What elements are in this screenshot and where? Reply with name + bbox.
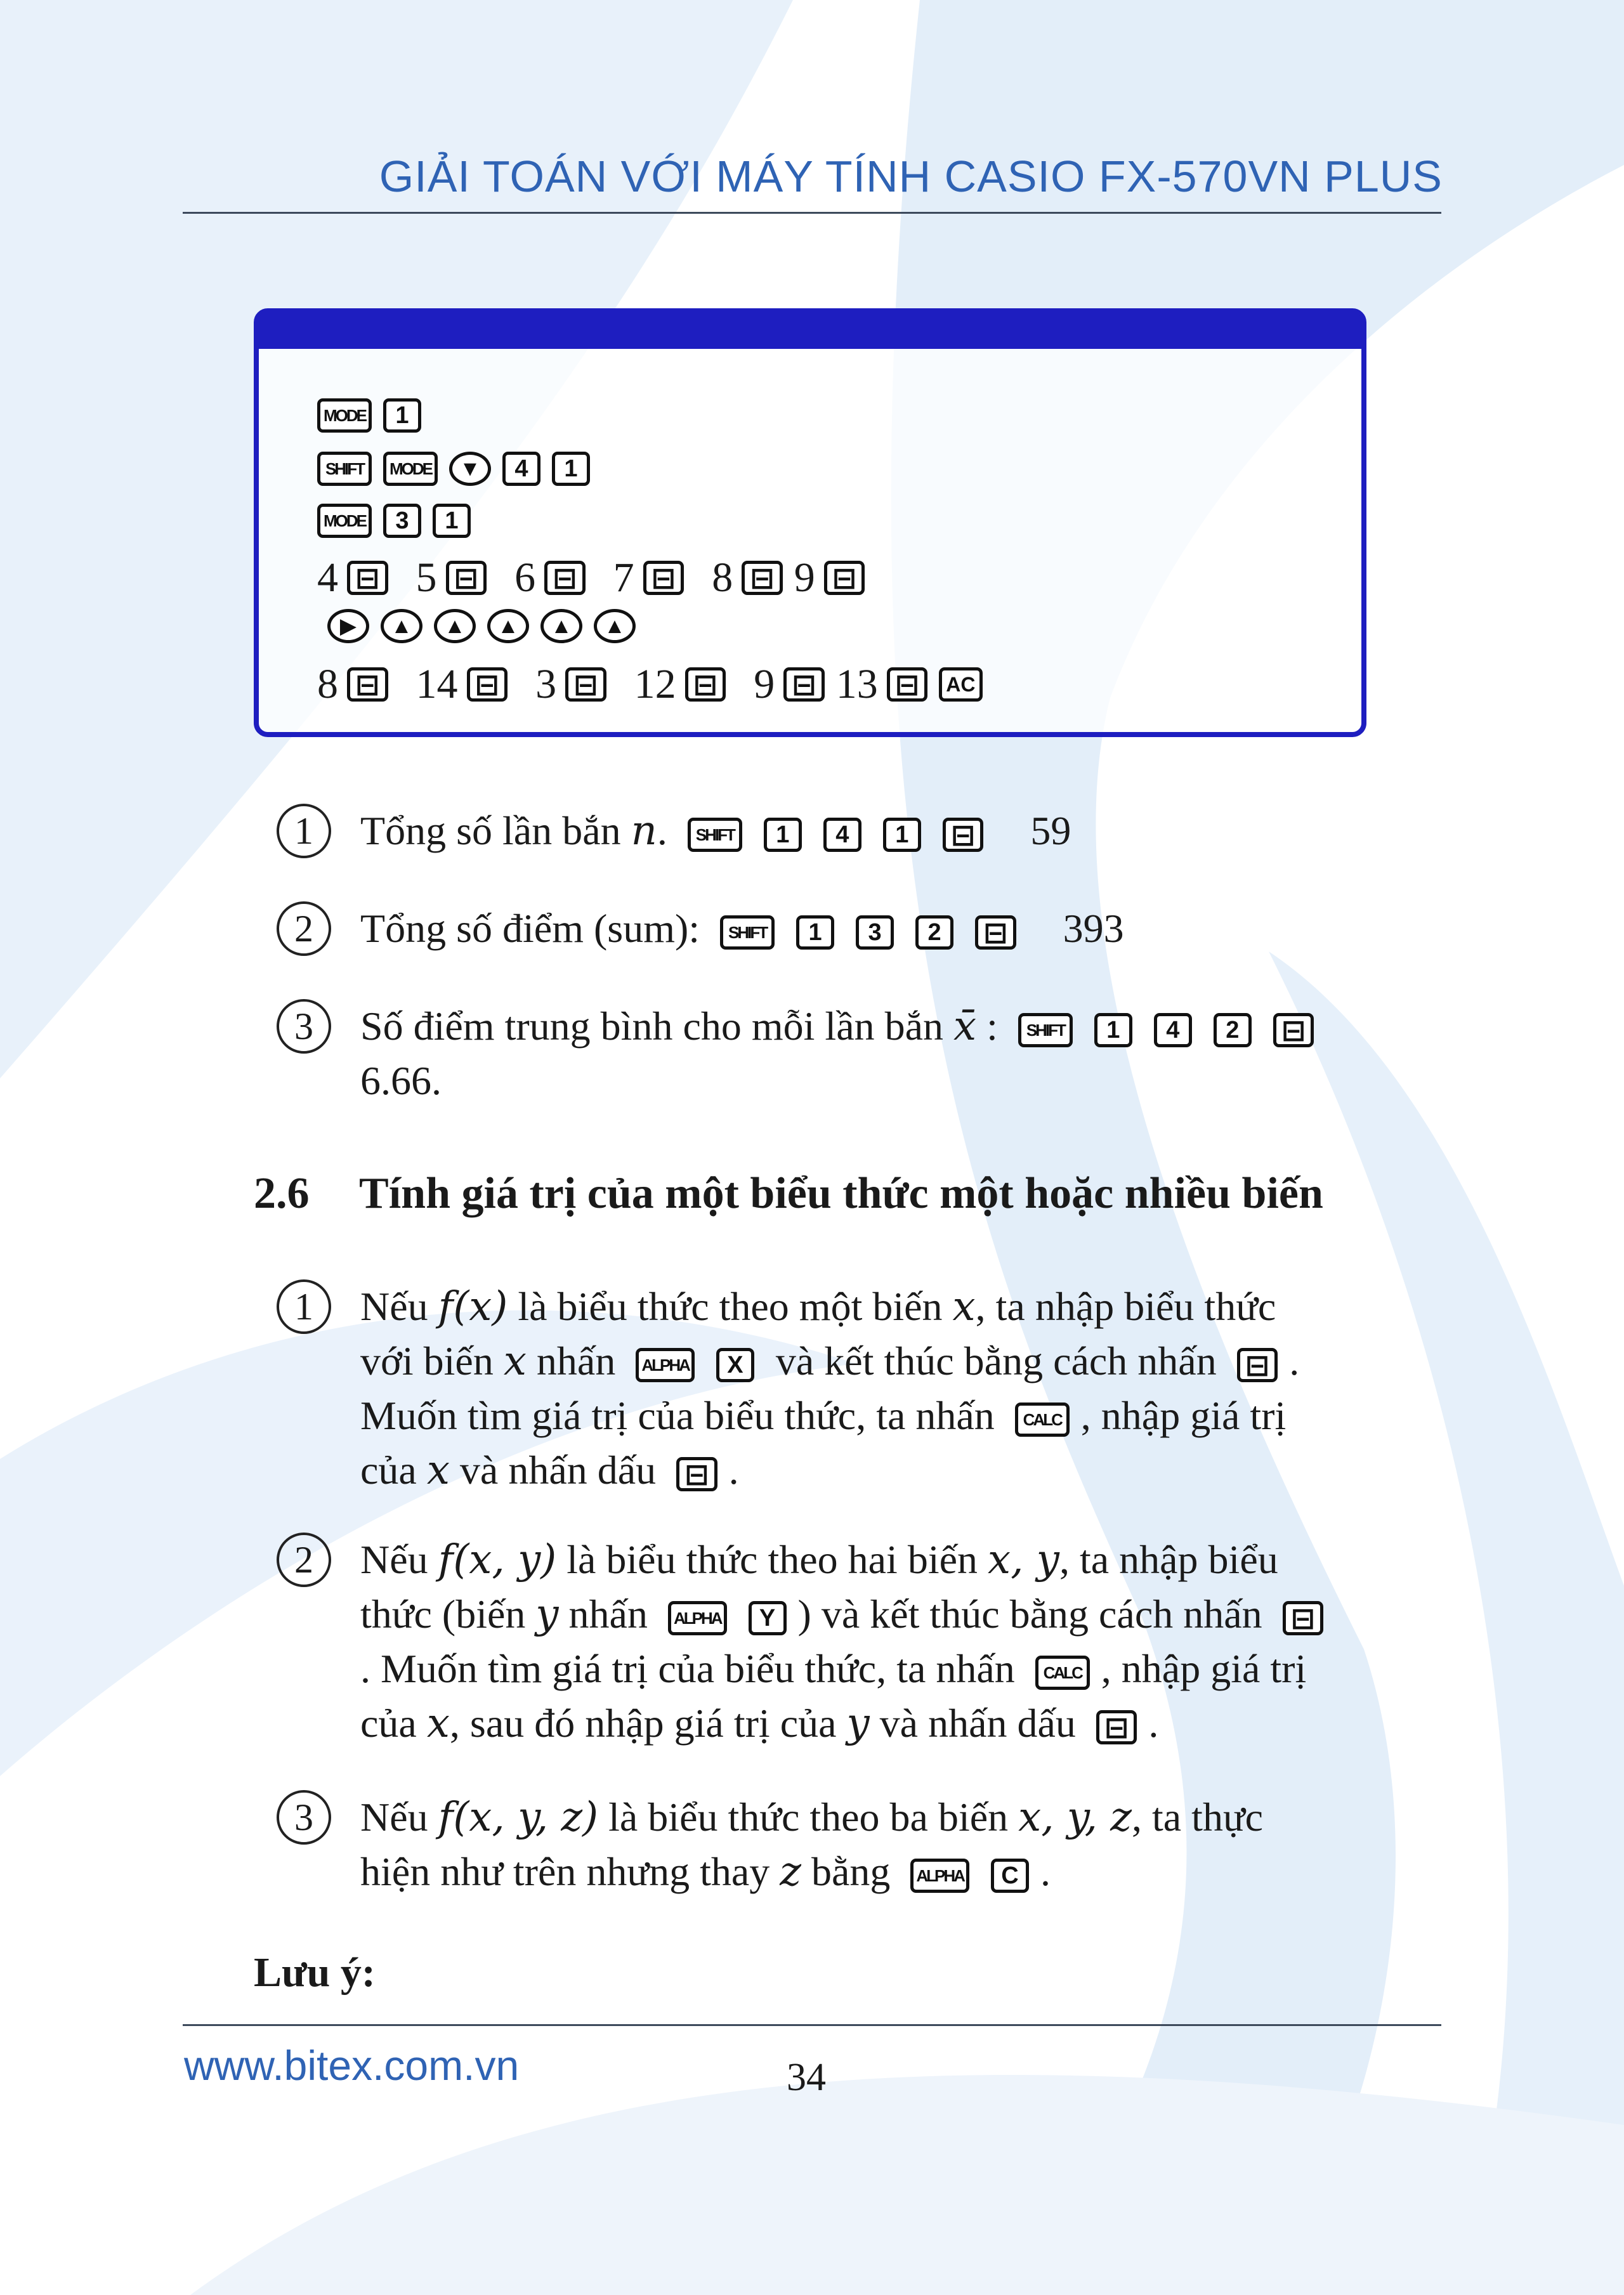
section-number: 2.6 [254, 1169, 310, 1218]
digit-key: 2 [1214, 1013, 1252, 1047]
math-var: z [780, 1848, 801, 1895]
math-var: x [503, 1338, 527, 1385]
text-run: thức (biến [360, 1592, 526, 1637]
page-number: 34 [787, 2056, 826, 2099]
calc-key: CALC [1015, 1403, 1070, 1437]
text-run: là biểu thức theo hai biến [566, 1537, 978, 1582]
up-arrow-key: ▲ [540, 609, 582, 643]
mode-key: MODE [383, 452, 438, 486]
right-arrow-key: ▶ [327, 609, 369, 643]
result-value: 6.66. [360, 1058, 442, 1103]
c-key: C [991, 1859, 1029, 1893]
text-run: Nếu [360, 1537, 428, 1582]
equals-key: ⊟ [783, 667, 825, 702]
up-arrow-key: ▲ [594, 609, 636, 643]
equals-key: ⊟ [887, 667, 928, 702]
header-title: GIẢI TOÁN VỚI MÁY TÍNH CASIO FX-570VN PLUS [379, 152, 1443, 201]
digit-key: 1 [383, 398, 421, 433]
equals-key: ⊟ [824, 561, 865, 595]
equals-key: ⊟ [975, 915, 1016, 950]
section-heading [254, 1168, 1323, 1219]
item-number-circle: 3 [277, 1790, 331, 1845]
result-label: Số điểm trung bình cho mỗi lần bắn [360, 1004, 943, 1049]
alpha-key: ALPHA [636, 1348, 695, 1382]
data-value: 5 [416, 554, 437, 601]
shift-key: SHIFT [317, 452, 372, 486]
key-line-3 [317, 504, 482, 538]
result-value: 393 [1063, 906, 1124, 951]
data-value: 9 [754, 661, 775, 707]
shift-key: SHIFT [720, 915, 775, 950]
x-key: X [716, 1348, 754, 1382]
mode-key: MODE [317, 504, 372, 538]
equals-key: ⊟ [1237, 1348, 1278, 1382]
item-number-circle: 2 [277, 1533, 331, 1587]
down-arrow-key: ▼ [449, 452, 491, 486]
section-title: Tính giá trị của một biểu thức một hoặc nhiều biến [359, 1169, 1323, 1218]
key-line-2 [317, 452, 601, 486]
up-arrow-key: ▲ [434, 609, 476, 643]
calc-key: CALC [1035, 1656, 1090, 1690]
equals-key: ⊟ [347, 667, 388, 702]
math-var: x [426, 1700, 450, 1747]
math-var: x [952, 1283, 976, 1330]
equals-key: ⊟ [1283, 1601, 1324, 1635]
text-run: hiện như trên nhưng thay [360, 1849, 770, 1894]
data-value: 6 [514, 554, 536, 601]
data-value: 7 [613, 554, 634, 601]
text-run: , nhập giá trị [1080, 1393, 1287, 1438]
equals-key: ⊟ [467, 667, 508, 702]
mode-key: MODE [317, 398, 372, 433]
key-line-4 [317, 554, 876, 601]
text-run: và kết thúc bằng cách nhấn [775, 1338, 1217, 1383]
data-value: 4 [317, 554, 338, 601]
header-rule [183, 212, 1441, 214]
equals-key: ⊟ [676, 1457, 717, 1491]
equals-key: ⊟ [347, 561, 388, 595]
equals-key: ⊟ [446, 561, 487, 595]
text-run: và nhấn dấu [459, 1448, 657, 1493]
math-expr: f(x, y) [438, 1536, 557, 1583]
data-value: 13 [835, 661, 878, 707]
text-run: , ta nhập biểu [1059, 1537, 1278, 1582]
math-var: x, y, z [1018, 1794, 1132, 1841]
math-var: n [631, 808, 657, 854]
math-expr: f(x, y, z) [438, 1794, 599, 1841]
digit-key: 4 [823, 818, 861, 852]
math-var: x, y [988, 1536, 1059, 1583]
key-line-6 [317, 661, 994, 707]
math-var: y [846, 1700, 870, 1747]
key-line-5 [327, 609, 647, 643]
data-value: 8 [317, 661, 338, 707]
text-run: nhấn [568, 1592, 648, 1637]
item-number-circle: 1 [277, 804, 331, 858]
shift-key: SHIFT [1018, 1013, 1073, 1047]
equals-key: ⊟ [943, 818, 984, 852]
up-arrow-key: ▲ [381, 609, 422, 643]
text-run: của [360, 1448, 417, 1493]
item-number-circle: 3 [277, 999, 331, 1054]
result-label: Tổng số điểm (sum): [360, 906, 700, 951]
text-run: nhấn [536, 1338, 616, 1383]
digit-key: 1 [764, 818, 802, 852]
text-run: là biểu thức theo ba biến [608, 1795, 1009, 1840]
key-sequence-box-header [259, 313, 1361, 349]
data-value: 14 [416, 661, 458, 707]
item-number-circle: 2 [277, 901, 331, 956]
ac-key: AC [939, 667, 982, 702]
equals-key: ⊟ [1096, 1710, 1137, 1744]
digit-key: 4 [1154, 1013, 1192, 1047]
alpha-key: ALPHA [668, 1601, 727, 1635]
equals-key: ⊟ [742, 561, 783, 595]
equals-key: ⊟ [643, 561, 684, 595]
text-run: Nếu [360, 1284, 428, 1329]
alpha-key: ALPHA [910, 1859, 969, 1893]
shift-key: SHIFT [688, 818, 742, 852]
digit-key: 4 [502, 452, 540, 486]
digit-key: 1 [433, 504, 471, 538]
digit-key: 3 [856, 915, 894, 950]
text-run: , nhập giá trị [1101, 1646, 1307, 1691]
digit-key: 1 [552, 452, 590, 486]
digit-key: 1 [1094, 1013, 1132, 1047]
key-line-1 [317, 398, 433, 433]
data-value: 9 [794, 554, 815, 601]
text-run: Nếu [360, 1795, 428, 1840]
result-value: 59 [1030, 808, 1071, 853]
math-var: x [426, 1447, 450, 1494]
up-arrow-key: ▲ [487, 609, 529, 643]
equals-key: ⊟ [685, 667, 726, 702]
data-value: 12 [634, 661, 676, 707]
item-number-circle: 1 [277, 1279, 331, 1334]
digit-key: 1 [796, 915, 834, 950]
digit-key: 3 [383, 504, 421, 538]
text-run: , sau đó nhập giá trị của [449, 1701, 837, 1746]
data-value: 3 [535, 661, 557, 707]
text-run: và nhấn dấu [879, 1701, 1076, 1746]
y-key: Y [749, 1601, 787, 1635]
text-run: , ta nhập biểu thức [975, 1284, 1276, 1329]
math-var: y [535, 1591, 559, 1638]
text-run: Muốn tìm giá trị của biểu thức, ta nhấn [360, 1393, 995, 1438]
digit-key: 2 [915, 915, 953, 950]
digit-key: 1 [883, 818, 921, 852]
text-run: với biến [360, 1338, 494, 1383]
equals-key: ⊟ [544, 561, 586, 595]
equals-key: ⊟ [565, 667, 606, 702]
math-expr: f(x) [438, 1283, 508, 1330]
text-run: ) và kết thúc bằng cách nhấn [797, 1592, 1262, 1637]
text-run: của [360, 1701, 417, 1746]
text-run: . Muốn tìm giá trị của biểu thức, ta nhấn [360, 1646, 1015, 1691]
text-run: bằng [811, 1849, 891, 1894]
footer-url[interactable]: www.bitex.com.vn [184, 2042, 520, 2089]
footer-rule [183, 2024, 1441, 2026]
result-label: Tổng số lần bắn [360, 808, 621, 853]
equals-key: ⊟ [1273, 1013, 1314, 1047]
text-run: , ta thực [1131, 1795, 1264, 1840]
data-value: 8 [712, 554, 733, 601]
key-sequence-box [254, 308, 1366, 737]
text-run: là biểu thức theo một biến [518, 1284, 943, 1329]
note-heading: Lưu ý: [254, 1949, 376, 1996]
math-var: x̄ [953, 1003, 977, 1050]
